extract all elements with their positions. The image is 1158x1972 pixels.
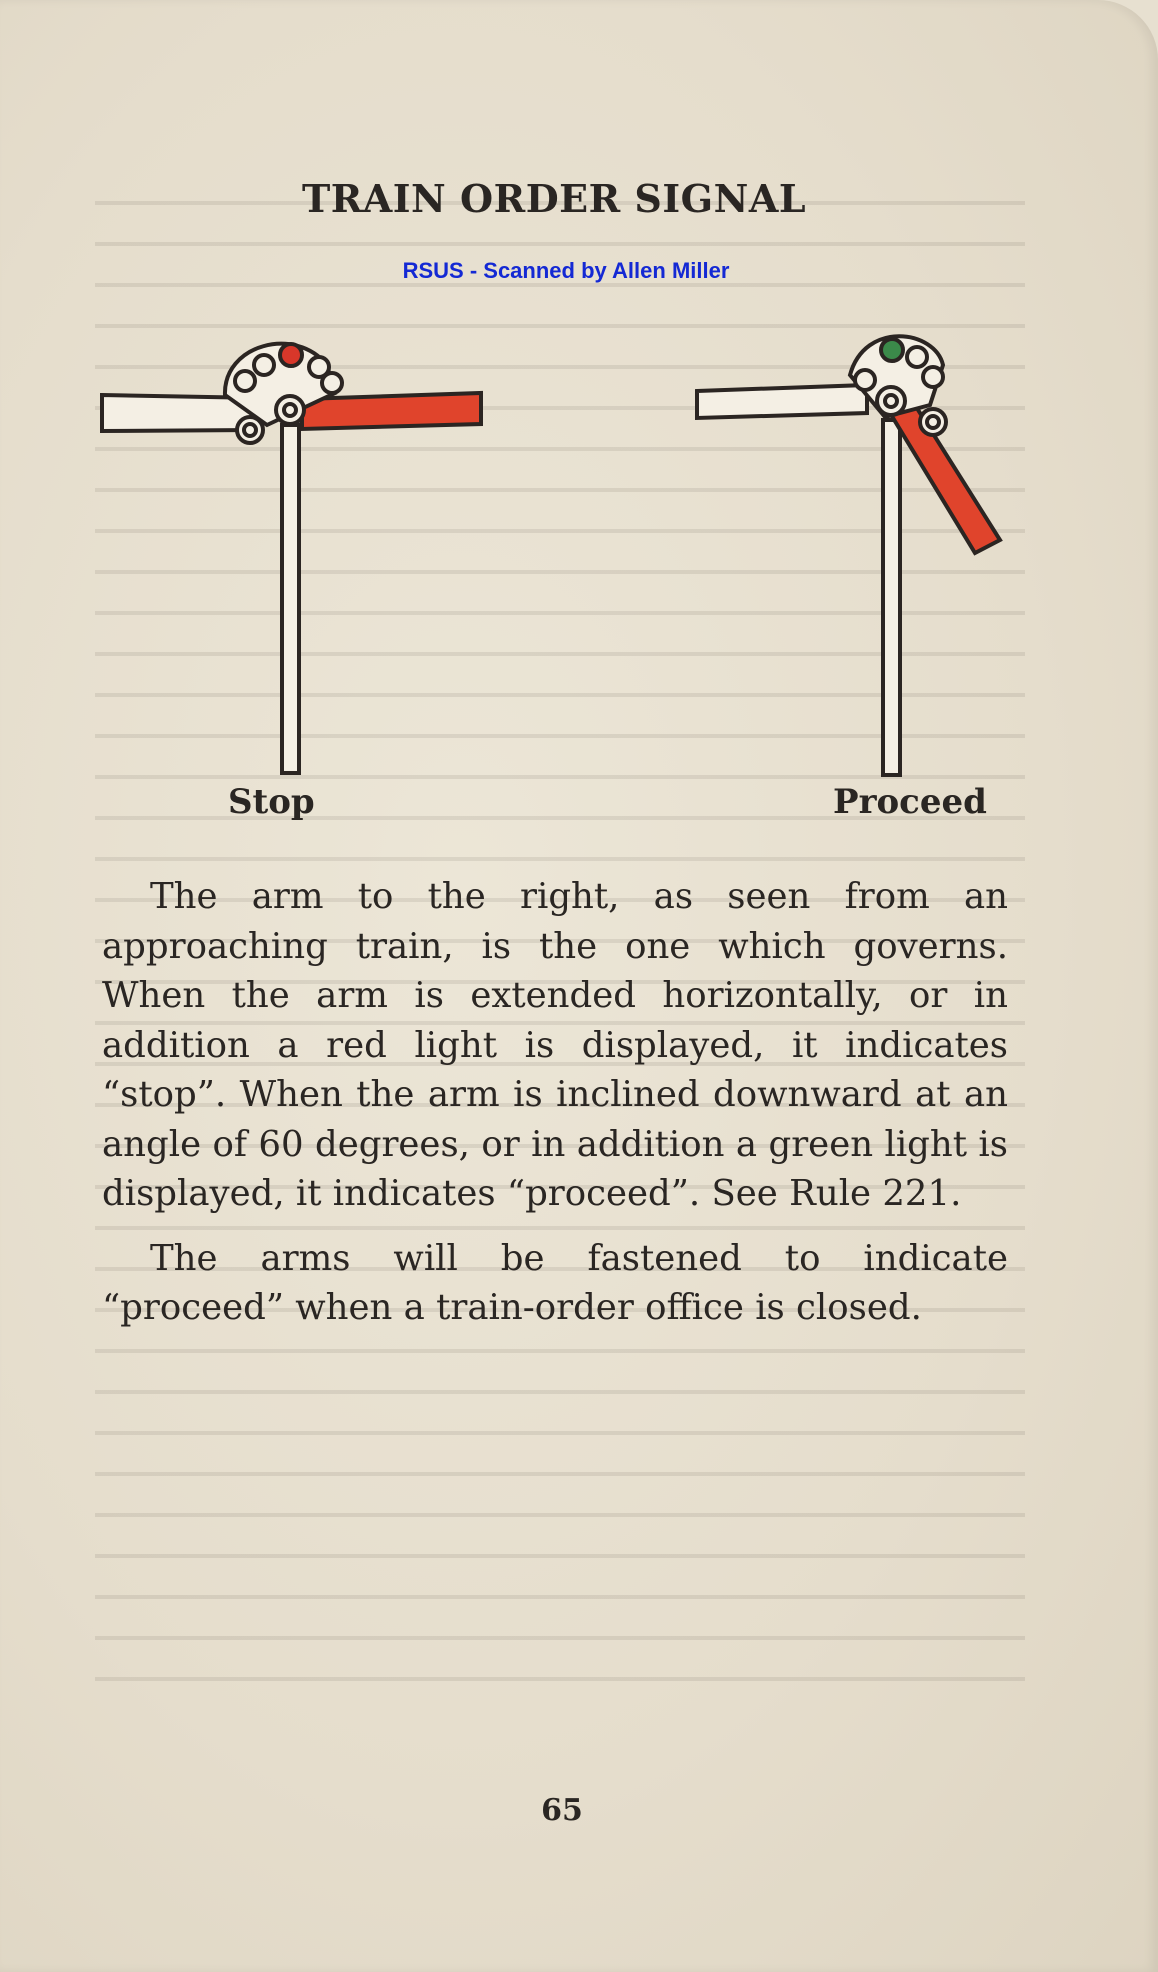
stop-signal-lens: [322, 373, 342, 393]
paragraph-signal-indications: The arm to the right, as seen from an approaching train, is the one which governs. When the arm is extended horizontally, or in addition a red light is displayed, it indicates “stop”. When the arm is inclined downward at an angle of 60 degrees, or in addition a green light is displayed, it indicates “proceed”. See Rule 221.: [102, 876, 1008, 1214]
stop-signal-lens: [235, 371, 255, 391]
stop-signal-counterweight-ring: [244, 424, 256, 436]
stop-signal-red-light: [280, 344, 302, 366]
proceed-signal-pivot: [885, 395, 897, 407]
stop-caption: Stop: [228, 782, 315, 822]
proceed-signal: [697, 336, 1000, 775]
stop-signal: [102, 344, 481, 773]
stop-signal-lens: [254, 355, 274, 375]
proceed-signal-mast: [883, 420, 900, 775]
proceed-signal-counterweight-ring: [927, 416, 939, 428]
proceed-signal-lens: [907, 347, 927, 367]
proceed-signal-left-arm: [697, 385, 867, 418]
body-text: [102, 872, 1008, 1333]
proceed-signal-lens: [923, 367, 943, 387]
stop-signal-right-arm: [302, 393, 481, 429]
page-number: 65: [541, 1793, 583, 1828]
stop-signal-mast: [282, 425, 299, 773]
paragraph-office-closed: The arms will be fastened to indicate “proceed” when a train-order office is closed.: [102, 1237, 1008, 1328]
proceed-signal-green-light: [881, 339, 903, 361]
page-title: TRAIN ORDER SIGNAL: [301, 176, 807, 221]
stop-signal-pivot: [284, 404, 296, 416]
scan-credit: RSUS - Scanned by Allen Miller: [402, 258, 730, 283]
proceed-caption: Proceed: [833, 782, 987, 822]
proceed-signal-lens: [855, 370, 875, 390]
signal-illustration: [95, 325, 1015, 785]
